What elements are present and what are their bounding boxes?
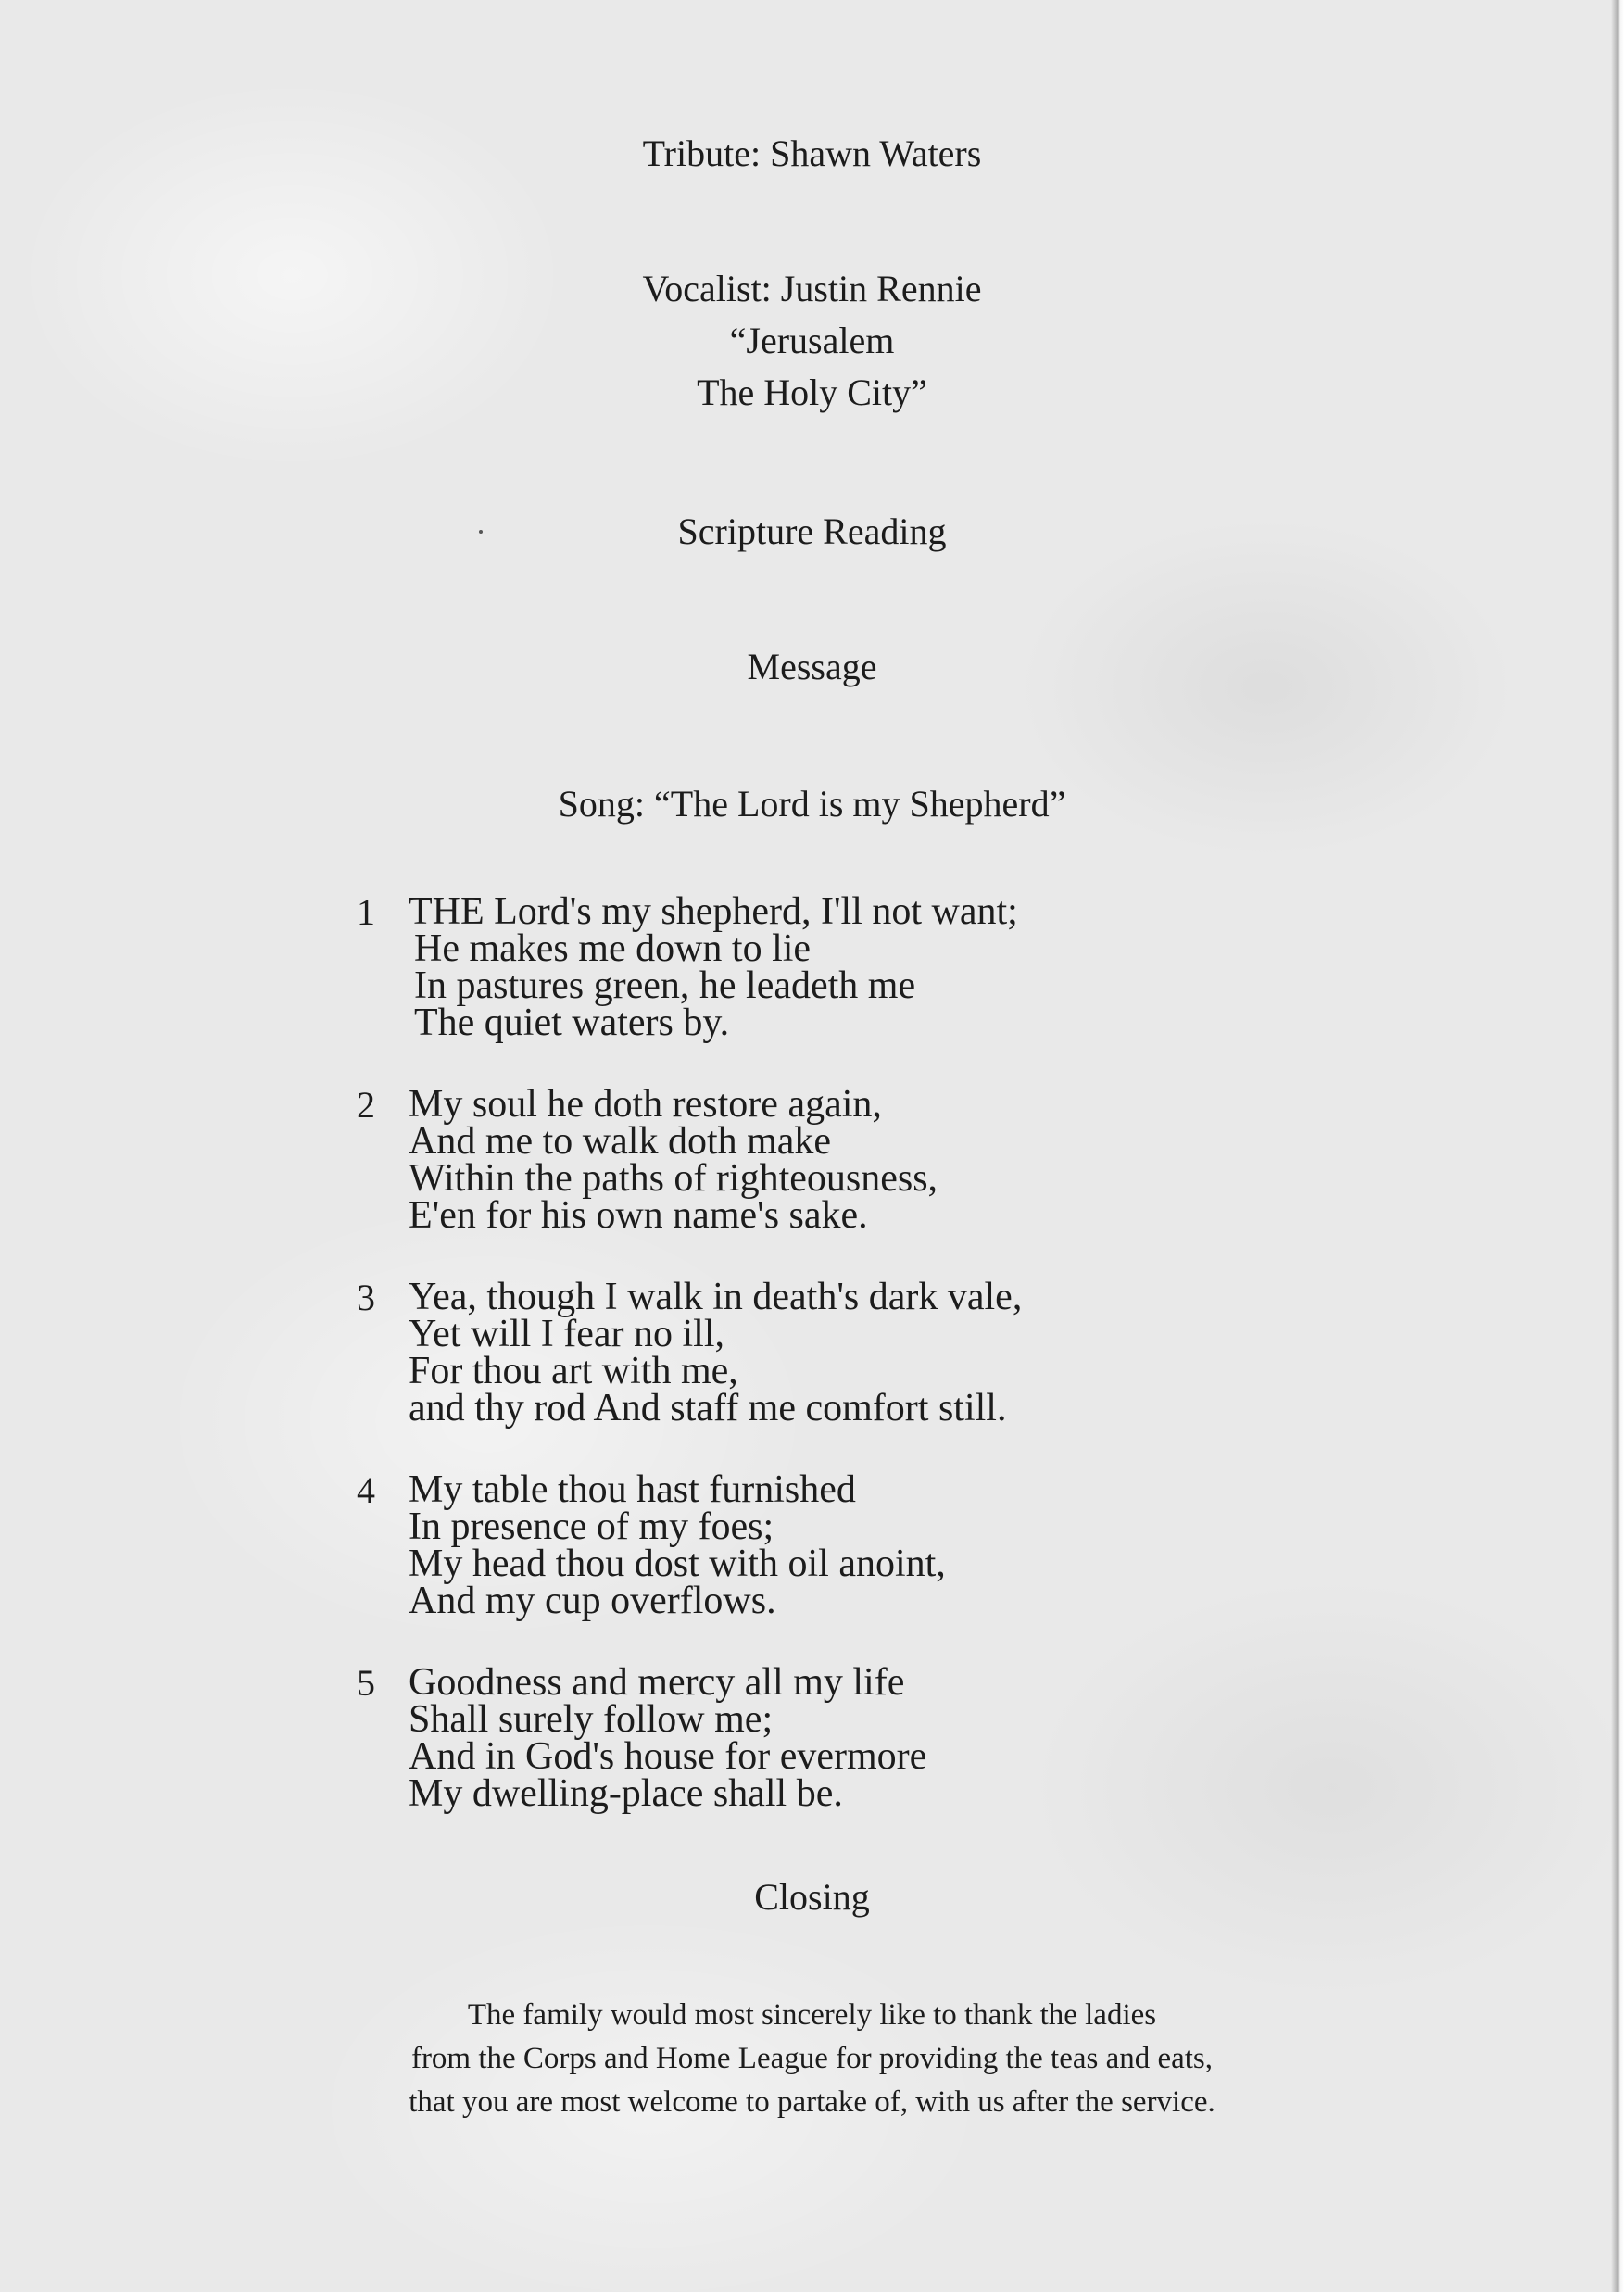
- tribute-text: Tribute: Shawn Waters: [642, 132, 982, 174]
- verse-line: Shall surely follow me;: [409, 1698, 774, 1741]
- thanks-line: that you are most welcome to partake of, with us after the service.: [409, 2085, 1215, 2119]
- verse-number: 5: [357, 1662, 375, 1704]
- verse-lines: [409, 1278, 1190, 1427]
- song-title-text: Song: “The Lord is my Shepherd”: [558, 783, 1066, 825]
- message-text: Message: [747, 646, 877, 687]
- song-heading: [0, 778, 1624, 830]
- verse-line: And my cup overflows.: [409, 1580, 776, 1622]
- hymn-verse: [357, 1468, 1190, 1622]
- message-heading: [0, 641, 1624, 693]
- verse-line: THE Lord's my shepherd, I'll not want;: [409, 890, 1018, 933]
- verse-line: In pastures green, he leadeth me: [414, 964, 916, 1007]
- verse-line: E'en for his own name's sake.: [409, 1194, 868, 1237]
- verse-lines: [409, 1661, 1190, 1815]
- vocalist-song-line-1: “Jerusalem: [729, 320, 895, 361]
- verse-line: The quiet waters by.: [414, 1001, 730, 1044]
- hymn-verse: [357, 1278, 1190, 1427]
- verse-line: And me to walk doth make: [409, 1120, 832, 1163]
- verse-lines: [409, 890, 1190, 1044]
- closing-heading: [0, 1871, 1624, 1923]
- verse-line: My dwelling-place shall be.: [409, 1772, 843, 1815]
- verse-line: He makes me down to lie: [414, 927, 812, 970]
- verse-number: 3: [357, 1277, 375, 1318]
- thanks-line: from the Corps and Home League for providing the teas and eats,: [410, 2042, 1214, 2075]
- vocalist-song-line-2: The Holy City”: [697, 372, 927, 413]
- vocalist-block: [0, 263, 1624, 419]
- verse-line: For thou art with me,: [409, 1350, 738, 1392]
- verse-line: Goodness and mercy all my life: [409, 1661, 905, 1704]
- verse-line: Yet will I fear no ill,: [409, 1313, 725, 1355]
- verse-number: 2: [357, 1084, 375, 1126]
- vocalist-line: Vocalist: Justin Rennie: [642, 268, 982, 309]
- thanks-note: [0, 1994, 1624, 2124]
- hymn-verse: [357, 890, 1190, 1044]
- verse-line: Yea, though I walk in death's dark vale,: [409, 1276, 1023, 1318]
- verse-line: My soul he doth restore again,: [409, 1083, 882, 1126]
- scripture-text: Scripture Reading: [677, 510, 947, 552]
- tribute-heading: [0, 128, 1624, 180]
- verse-lines: [409, 1083, 1190, 1237]
- verse-line: In presence of my foes;: [409, 1505, 774, 1548]
- hymn-verse: [357, 1661, 1190, 1815]
- verse-line: My table thou hast furnished: [409, 1468, 856, 1511]
- verse-lines: [409, 1468, 1190, 1622]
- hymn-verse: [357, 1083, 1190, 1237]
- scripture-heading: [0, 506, 1624, 558]
- verse-line: and thy rod And staff me comfort still.: [409, 1387, 1007, 1429]
- verse-line: And in God's house for evermore: [409, 1735, 927, 1778]
- verse-number: 4: [357, 1469, 375, 1511]
- verse-line: Within the paths of righteousness,: [409, 1157, 938, 1200]
- verse-number: 1: [357, 891, 375, 933]
- verse-line: My head thou dost with oil anoint,: [409, 1543, 946, 1585]
- thanks-line: The family would most sincerely like to thank the ladies: [467, 1998, 1157, 2032]
- closing-text: Closing: [754, 1876, 870, 1918]
- hymn-lyrics: [357, 890, 1190, 1857]
